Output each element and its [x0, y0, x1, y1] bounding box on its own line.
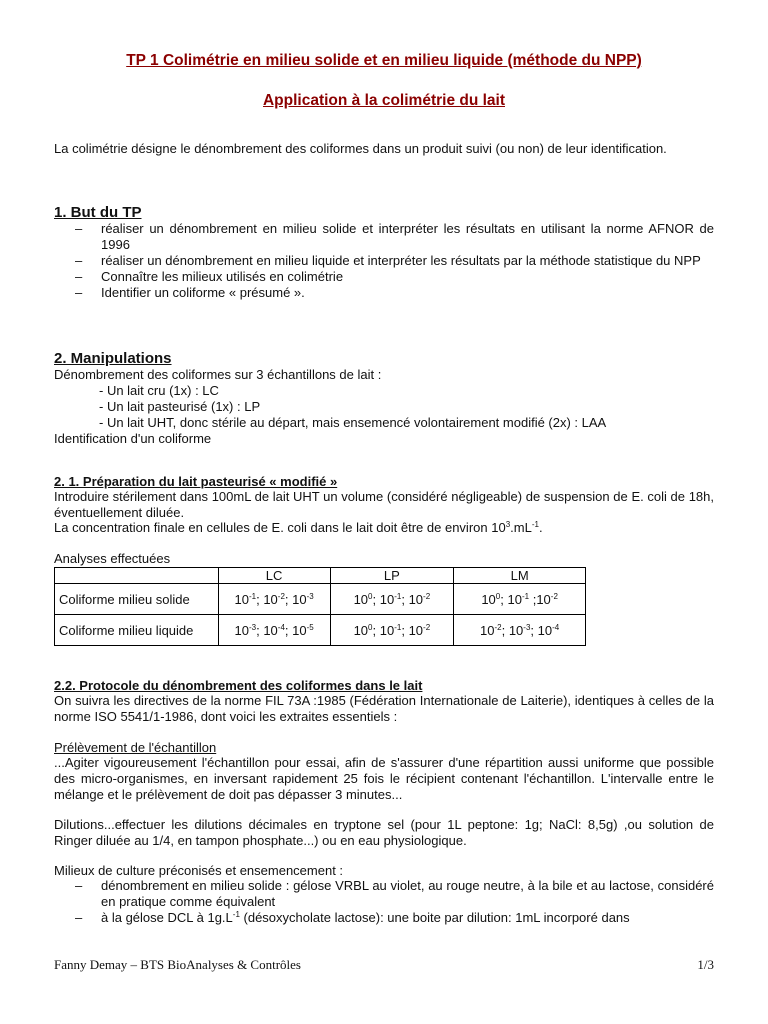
- separator: ;: [500, 591, 508, 607]
- dilution-base: 10: [234, 622, 249, 638]
- row-label: Coliforme milieu liquide: [55, 615, 219, 646]
- footer-author: Fanny Demay – BTS BioAnalyses & Contrôles: [54, 957, 301, 972]
- footer-page-number: 1/3: [697, 957, 714, 972]
- dilution-exponent: 0: [495, 591, 501, 601]
- dilution-exponent: -5: [306, 622, 314, 632]
- separator: ;: [501, 622, 509, 638]
- sample-item: - Un lait cru (1x) : LC: [99, 383, 219, 398]
- intro-paragraph: La colimétrie désigne le dénombrement des coliformes dans un produit suivi (ou non) de leur identification.: [54, 141, 667, 156]
- dilution-cell: [330, 615, 454, 646]
- table-row: [55, 584, 586, 615]
- table-header-row: [55, 568, 586, 584]
- culture-media-intro: Milieux de culture préconisés et ensemencement :: [54, 863, 344, 878]
- dilution-base: 10: [408, 591, 424, 607]
- dilution-base: 10: [353, 591, 369, 607]
- separator: ;: [401, 591, 409, 607]
- dash-bullet: –: [75, 285, 83, 300]
- section-2-2-heading: 2.2. Protocole du dénombrement des coliformes dans le lait: [54, 678, 423, 693]
- table-header-cell: LM: [454, 568, 586, 584]
- dilutions-paragraph: Dilutions...effectuer les dilutions décimales en tryptone sel (pour 1L peptone: 1g; NaCl: 8,5g) ,ou solution de Ringer diluée au 1/4, en tampon phosphate...) ou en eau physiologique.: [54, 817, 714, 848]
- dash-bullet: –: [75, 269, 83, 284]
- section-2-2-paragraph: On suivra les directives de la norme FIL 73A :1985 (Fédération Internationale de Laiterie), identiques à celles de la norme ISO 5541/1-1986, dont voici les extraites essentiels :: [54, 693, 714, 724]
- dilution-base: 10: [263, 622, 278, 638]
- dilution-base: 10: [379, 591, 395, 607]
- analyses-label: Analyses effectuées: [54, 551, 171, 566]
- dilution-exponent: -1: [521, 591, 530, 601]
- section-1-heading: 1. But du TP: [54, 204, 142, 221]
- identification-line: Identification d'un coliforme: [54, 431, 212, 446]
- dilution-base: 10: [508, 622, 524, 638]
- dash-bullet: –: [75, 878, 83, 893]
- dilution-exponent: -2: [423, 622, 431, 632]
- separator: ;: [529, 591, 537, 607]
- analyses-table: [54, 567, 586, 646]
- list-item: – Identifier un coliforme « présumé ».: [75, 285, 305, 300]
- section-2-1-paragraph: Introduire stérilement dans 100mL de lait UHT un volume (considéré négligeable) de suspension de E. coli de 18h, éventuellement diluée.: [54, 489, 714, 520]
- concentration-line: La concentration finale en cellules de E. coli dans le lait doit être de environ $10^3.mL^{-1}$.: [54, 520, 543, 535]
- separator: ;: [372, 591, 380, 607]
- dilution-base: 10: [234, 591, 249, 607]
- section-2-body: [54, 367, 714, 447]
- list-item: – réaliser un dénombrement en milieu solide et interpréter les résultats en utilisant la norme AFNOR de 1996: [75, 221, 714, 252]
- dilution-exponent: -1: [394, 622, 402, 632]
- culture-media-list: [54, 878, 714, 926]
- sampling-paragraph: ...Agiter vigoureusement l'échantillon pour essai, afin de s'assurer d'une répartition aussi uniforme que possible des micro-organismes, en inversant rapidement 25 fois le récipient contenant l'échantillon. L'intervalle entre le mélange et le prélèvement de doit pas dépasser 3 minutes...: [54, 755, 714, 802]
- section-1-list: [54, 221, 714, 301]
- separator: ;: [284, 591, 293, 607]
- dilution-base: 10: [537, 622, 553, 638]
- dilution-base: 10: [481, 591, 496, 607]
- dilution-base: 10: [480, 622, 495, 638]
- dilution-exponent: -1: [248, 591, 257, 601]
- dilution-exponent: 0: [368, 622, 373, 632]
- sampling-subheading: Prélèvement de l'échantillon: [54, 740, 217, 755]
- dilution-base: 10: [536, 591, 551, 607]
- dilution-exponent: -4: [552, 622, 560, 632]
- separator: ;: [284, 622, 293, 638]
- sample-item: - Un lait pasteurisé (1x) : LP: [99, 399, 261, 414]
- dilution-base: 10: [353, 622, 369, 638]
- dilution-base: 10: [292, 622, 307, 638]
- dilution-cell: [218, 584, 330, 615]
- separator: ;: [401, 622, 409, 638]
- separator: ;: [256, 622, 264, 638]
- table-header-cell: [55, 568, 219, 584]
- dilution-base: 10: [263, 591, 278, 607]
- dilution-cell: [218, 615, 330, 646]
- section-2-heading: 2. Manipulations: [54, 350, 172, 367]
- dilution-exponent: -3: [306, 591, 314, 601]
- section-2-intro: Dénombrement des coliformes sur 3 échantillons de lait :: [54, 367, 382, 382]
- dilution-base: 10: [408, 622, 424, 638]
- table-header-cell: LC: [218, 568, 330, 584]
- dash-bullet: –: [75, 910, 83, 925]
- dilution-exponent: -2: [494, 622, 502, 632]
- dilution-base: 10: [379, 622, 395, 638]
- dilution-exponent: 0: [368, 591, 373, 601]
- sample-item: - Un lait UHT, donc stérile au départ, mais ensemencé volontairement modifié (2x) : LAA: [99, 415, 607, 430]
- dilution-cell: [454, 584, 586, 615]
- list-item: – réaliser un dénombrement en milieu liquide et interpréter les résultats par la méthode statistique du NPP: [75, 253, 701, 268]
- section-2-1-heading: 2. 1. Préparation du lait pasteurisé « modifié »: [54, 474, 338, 489]
- dilution-base: 10: [507, 591, 522, 607]
- dilution-exponent: -1: [394, 591, 402, 601]
- separator: ;: [530, 622, 538, 638]
- table-header-cell: LP: [330, 568, 454, 584]
- table-row: [55, 615, 586, 646]
- dilution-exponent: -4: [277, 622, 285, 632]
- dilution-exponent: -2: [423, 591, 431, 601]
- list-item: – à la gélose DCL à $1g.L^{-1}$ (désoxycholate lactose): une boite par dilution: 1mL incorporé dans: [75, 910, 630, 925]
- list-item: – Connaître les milieux utilisés en colimétrie: [75, 269, 344, 284]
- dilution-cell: [454, 615, 586, 646]
- dash-bullet: –: [75, 221, 83, 236]
- dilution-exponent: -3: [523, 622, 531, 632]
- row-label: Coliforme milieu solide: [55, 584, 219, 615]
- separator: ;: [256, 591, 264, 607]
- dilution-base: 10: [292, 591, 307, 607]
- dilution-cell: [330, 584, 454, 615]
- list-item: – dénombrement en milieu solide : gélose VRBL au violet, au rouge neutre, à la bile et au lactose, considéré en pratique comme équivalent: [75, 878, 714, 909]
- separator: ;: [372, 622, 380, 638]
- dilution-exponent: -3: [248, 622, 257, 632]
- dash-bullet: –: [75, 253, 83, 268]
- document-title: TP 1 Colimétrie en milieu solide et en milieu liquide (méthode du NPP): [126, 52, 642, 69]
- dilution-exponent: -2: [277, 591, 285, 601]
- document-subtitle: Application à la colimétrie du lait: [262, 92, 506, 109]
- dilution-exponent: -2: [550, 591, 558, 601]
